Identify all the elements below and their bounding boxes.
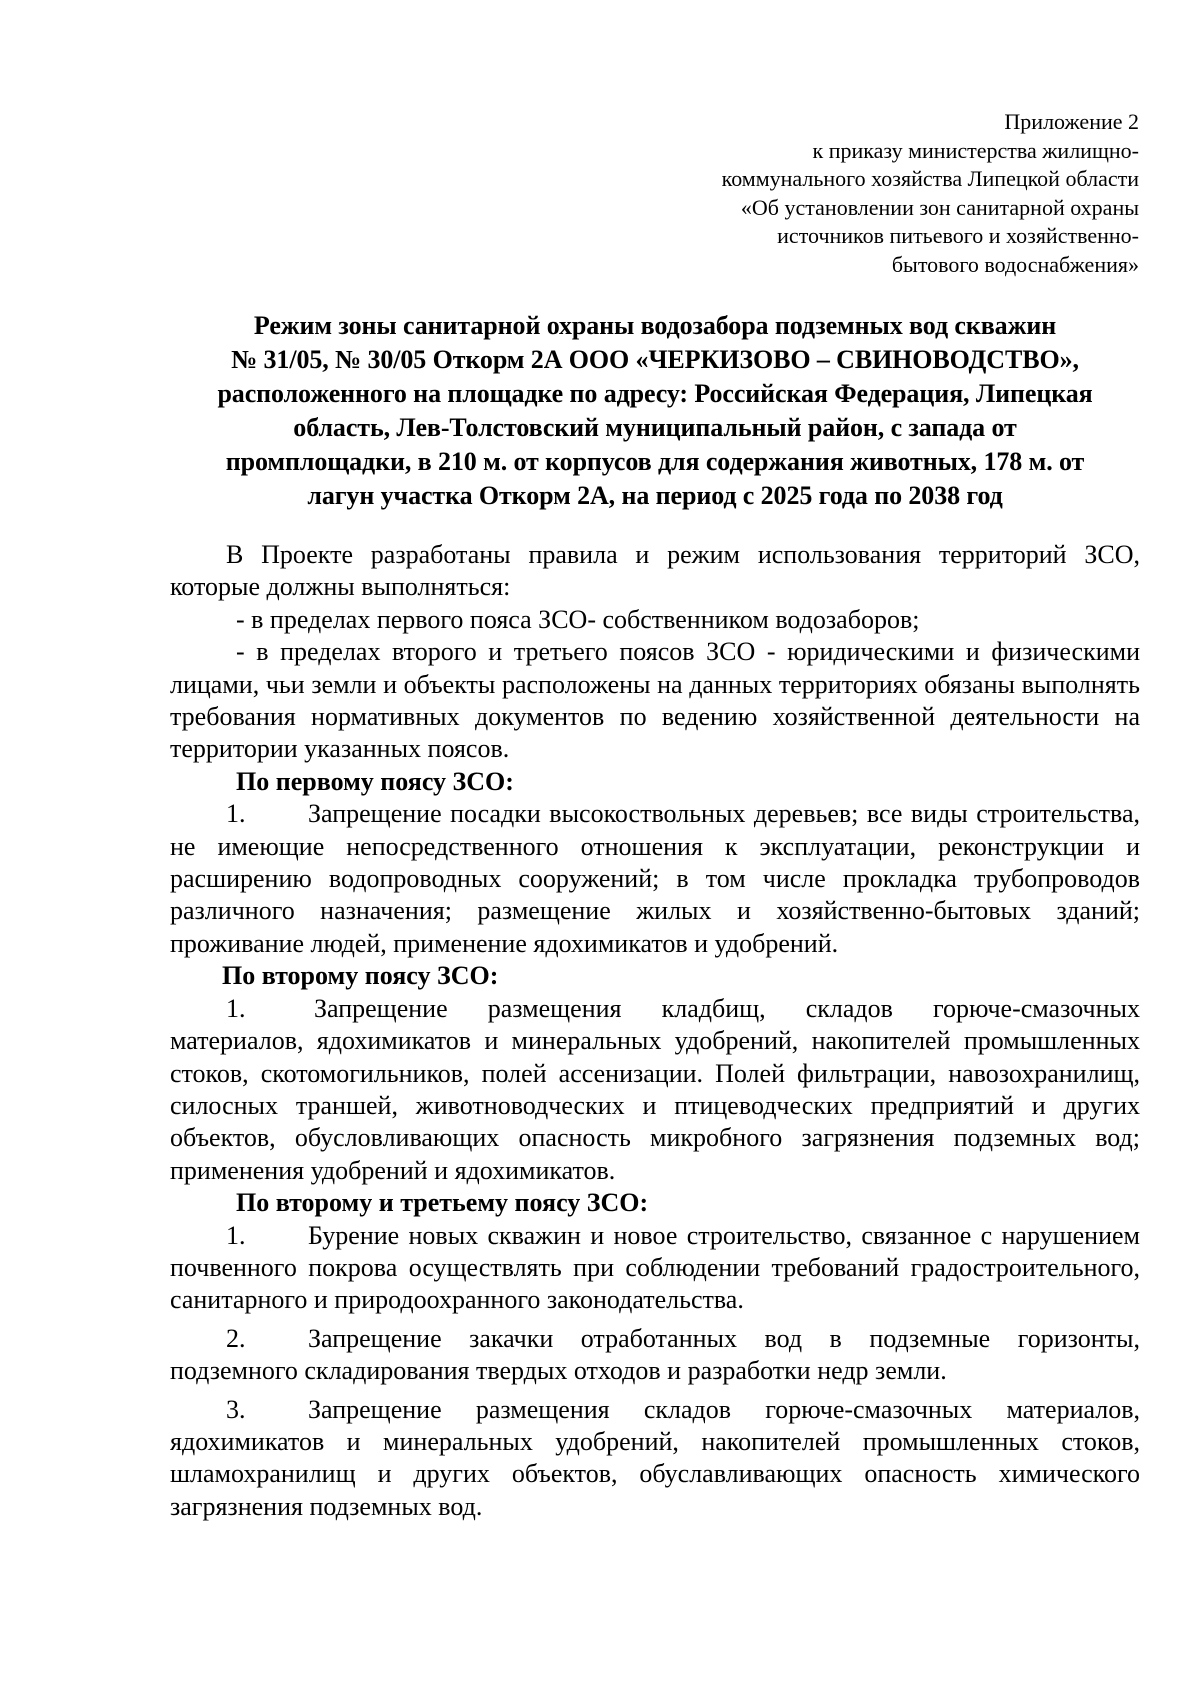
zone23-item: [170, 1394, 1140, 1524]
item-number: 1.: [226, 1220, 246, 1250]
zone1-item: [170, 798, 1140, 960]
zone23-heading: По второму и третьему поясу ЗСО:: [236, 1188, 649, 1218]
title-line: Режим зоны санитарной охраны водозабора подземных вод скважин: [253, 311, 1057, 340]
document-title: [170, 309, 1140, 513]
zone1-heading: По первому поясу ЗСО:: [236, 766, 514, 796]
title-line: область, Лев-Толстовский муниципальный район, с запада от: [293, 413, 1017, 442]
intro-paragraph: В Проекте разработаны правила и режим использования территорий ЗСО, которые должны выполняться:: [170, 540, 1140, 602]
zone2-heading: По второму поясу ЗСО:: [222, 961, 499, 991]
item-text: Запрещение размещения кладбищ, складов горюче-смазочных материалов, ядохимикатов и минеральных удобрений, накопителей промышленных стоков, скотомогильников, полей ассенизации. Полей фильтрации, навозохранилищ, силосных траншей, животноводческих и птицеводческих предприятий и других объектов, обусловливающих опасность микробного загрязнения подземных вод; применения удобрений и ядохимикатов.: [170, 993, 1140, 1185]
appendix-line: бытового водоснабжения»: [891, 251, 1139, 277]
document-page: [170, 108, 1140, 1523]
appendix-line: источников питьевого и хозяйственно-: [777, 223, 1139, 248]
item-text: Запрещение размещения складов горюче-смазочных материалов, ядохимикатов и минеральных удобрений, накопителей промышленных стоков, шламохранилищ и других объектов, обуславливающих опасность химического загрязнения подземных вод.: [170, 1394, 1140, 1521]
title-line: промплощадки, в 210 м. от корпусов для содержания животных, 178 м. от: [225, 447, 1085, 476]
item-number: 3.: [226, 1394, 246, 1424]
item-number: 1.: [226, 799, 246, 829]
item-text: Запрещение закачки отработанных вод в подземные горизонты, подземного складирования твердых отходов и разработки недр земли.: [170, 1323, 1140, 1386]
item-number: 1.: [226, 993, 246, 1023]
appendix-line: «Об установлении зон санитарной охраны: [740, 194, 1139, 220]
appendix-line: к приказу министерства жилищно-: [812, 137, 1139, 163]
item-text: Запрещение посадки высокоствольных деревьев; все виды строительства, не имеющие непосредственного отношения к эксплуатации, реконструкции и расширению водопроводных сооружений; в том числе прокладка трубопроводов различного назначения; размещение жилых и хозяйственно-бытовых зданий; проживание людей, применение ядохимикатов и удобрений.: [170, 799, 1140, 958]
item-number: 2.: [226, 1323, 246, 1353]
zone23-item: [170, 1323, 1140, 1388]
intro-dash-item-1: - в пределах первого пояса ЗСО- собственником водозаборов;: [236, 604, 920, 634]
title-line: расположенного на площадке по адресу: Российская Федерация, Липецкая: [217, 379, 1093, 408]
item-text: Бурение новых скважин и новое строительство, связанное с нарушением почвенного покрова осуществлять при соблюдении требований градостроительного, санитарного и природоохранного законодательства.: [170, 1220, 1140, 1315]
zone2-item: [170, 993, 1140, 1187]
appendix-line: коммунального хозяйства Липецкой области: [721, 166, 1139, 191]
title-line: № 31/05, № 30/05 Откорм 2А ООО «ЧЕРКИЗОВО – СВИНОВОДСТВО»,: [231, 345, 1079, 374]
title-line: лагун участка Откорм 2А, на период с 2025 года по 2038 год: [307, 481, 1003, 510]
intro-dash-item-2: - в пределах второго и третьего поясов ЗСО - юридическими и физическими лицами, чьи земли и объекты расположены на данных территориях обязаны выполнять требования нормативных документов по ведению хозяйственной деятельности на территории указанных поясов.: [170, 637, 1140, 764]
zone23-item: [170, 1220, 1140, 1317]
document-body: [170, 539, 1140, 1523]
appendix-line: Приложение 2: [1004, 109, 1139, 134]
appendix-header: [170, 108, 1140, 279]
